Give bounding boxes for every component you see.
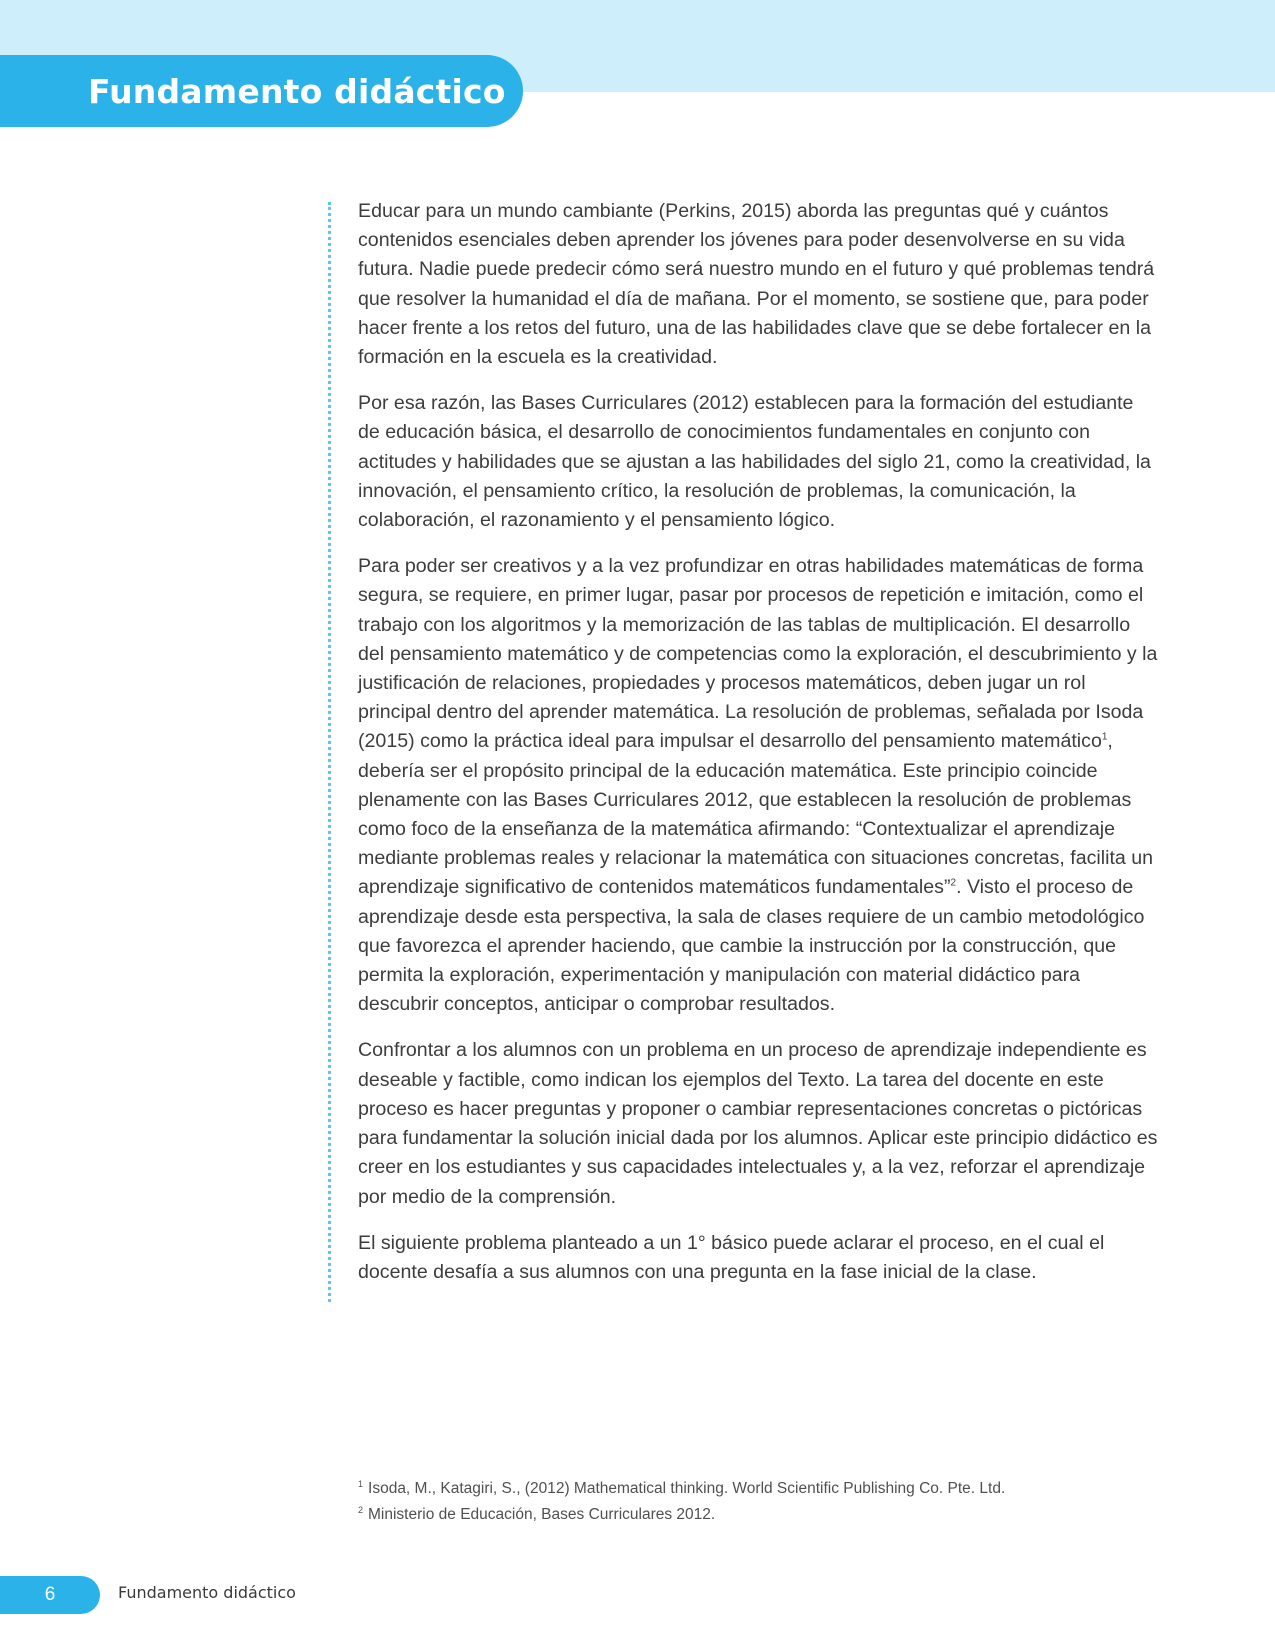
footnote-ref-2: 2: [950, 877, 957, 889]
footnotes: [358, 1476, 1158, 1528]
body-text: [358, 197, 1158, 1304]
footnote-2: [358, 1502, 1158, 1528]
footer-section-label: Fundamento didáctico: [118, 1583, 296, 1602]
footnote-2-number: 2: [358, 1504, 364, 1515]
footnote-1-number: 1: [358, 1478, 364, 1489]
footnote-1: [358, 1476, 1158, 1502]
paragraph-5: El siguiente problema planteado a un 1° básico puede aclarar el proceso, en el cual el docente desafía a sus alumnos con una pregunta en la fase inicial de la clase.: [358, 1231, 1105, 1283]
page-number: 6: [44, 1584, 56, 1605]
dotted-divider: [328, 202, 331, 1302]
footnote-1-text: Isoda, M., Katagiri, S., (2012) Mathematical thinking. World Scientific Publishing Co. Pte. Ltd.: [368, 1480, 1006, 1497]
footnote-2-text: Ministerio de Educación, Bases Curriculares 2012.: [368, 1506, 716, 1523]
paragraph-3-part-a: Para poder ser creativos y a la vez profundizar en otras habilidades matemáticas de forma segura, se requiere, en primer lugar, pasar por procesos de repetición e imitación, como el trabajo con los algoritmos y la memorización de las tablas de multiplicación. El desarrollo del pensamiento matemático y de competencias como la exploración, el descubrimiento y la justificación de relaciones, propiedades y procesos matemáticos, deben jugar un rol principal dentro del aprender matemática. La resolución de problemas, señalada por Isoda (2015) como la práctica ideal para impulsar el desarrollo del pensamiento matemático: [358, 555, 1158, 753]
paragraph-3-part-b: , debería ser el propósito principal de la educación matemática. Este principio coincide plenamente con las Bases Curriculares 2012, que establecen la resolución de problemas como foco de la enseñanza de la matemática afirmando: “Contextualizar el aprendizaje mediante problemas reales y relacionar la matemática con situaciones concretas, facilita un aprendizaje significativo de contenidos matemáticos fundamentales”: [358, 730, 1154, 899]
footnote-ref-1: 1: [1101, 731, 1108, 743]
paragraph-3-part-c: . Visto el proceso de aprendizaje desde esta perspectiva, la sala de clases requiere de un cambio metodológico que favorezca el aprender haciendo, que cambie la instrucción por la construcción, que permita la exploración, experimentación y manipulación con material didáctico para descubrir conceptos, anticipar o comprobar resultados.: [358, 876, 1145, 1016]
paragraph-3: [358, 552, 1158, 1019]
paragraph-1: Educar para un mundo cambiante (Perkins, 2015) aborda las preguntas qué y cuántos contenidos esenciales deben aprender los jóvenes para poder desenvolverse en su vida futura. Nadie puede predecir cómo será nuestro mundo en el futuro y qué problemas tendrá que resolver la humanidad el día de mañana. Por el momento, se sostiene que, para poder hacer frente a los retos del futuro, una de las habilidades clave que se debe fortalecer en la formación en la escuela es la creatividad.: [358, 200, 1155, 369]
paragraph-2: Por esa razón, las Bases Curriculares (2012) establecen para la formación del estudiante de educación básica, el desarrollo de conocimientos fundamentales en conjunto con actitudes y habilidades que se ajustan a las habilidades del siglo 21, como la creatividad, la innovación, el pensamiento crítico, la resolución de problemas, la comunicación, la colaboración, el razonamiento y el pensamiento lógico.: [358, 392, 1151, 532]
section-title: Fundamento didáctico: [88, 71, 506, 111]
section-title-tab: [0, 55, 523, 127]
paragraph-4: Confrontar a los alumnos con un problema en un proceso de aprendizaje independiente es deseable y factible, como indican los ejemplos del Texto. La tarea del docente en este proceso es hacer preguntas y proponer o cambiar representaciones concretas o pictóricas para fundamentar la solución inicial dada por los alumnos. Aplicar este principio didáctico es creer en los estudiantes y sus capacidades intelectuales y, a la vez, reforzar el aprendizaje por medio de la comprensión.: [358, 1039, 1158, 1208]
page-number-tab: [0, 1576, 100, 1614]
